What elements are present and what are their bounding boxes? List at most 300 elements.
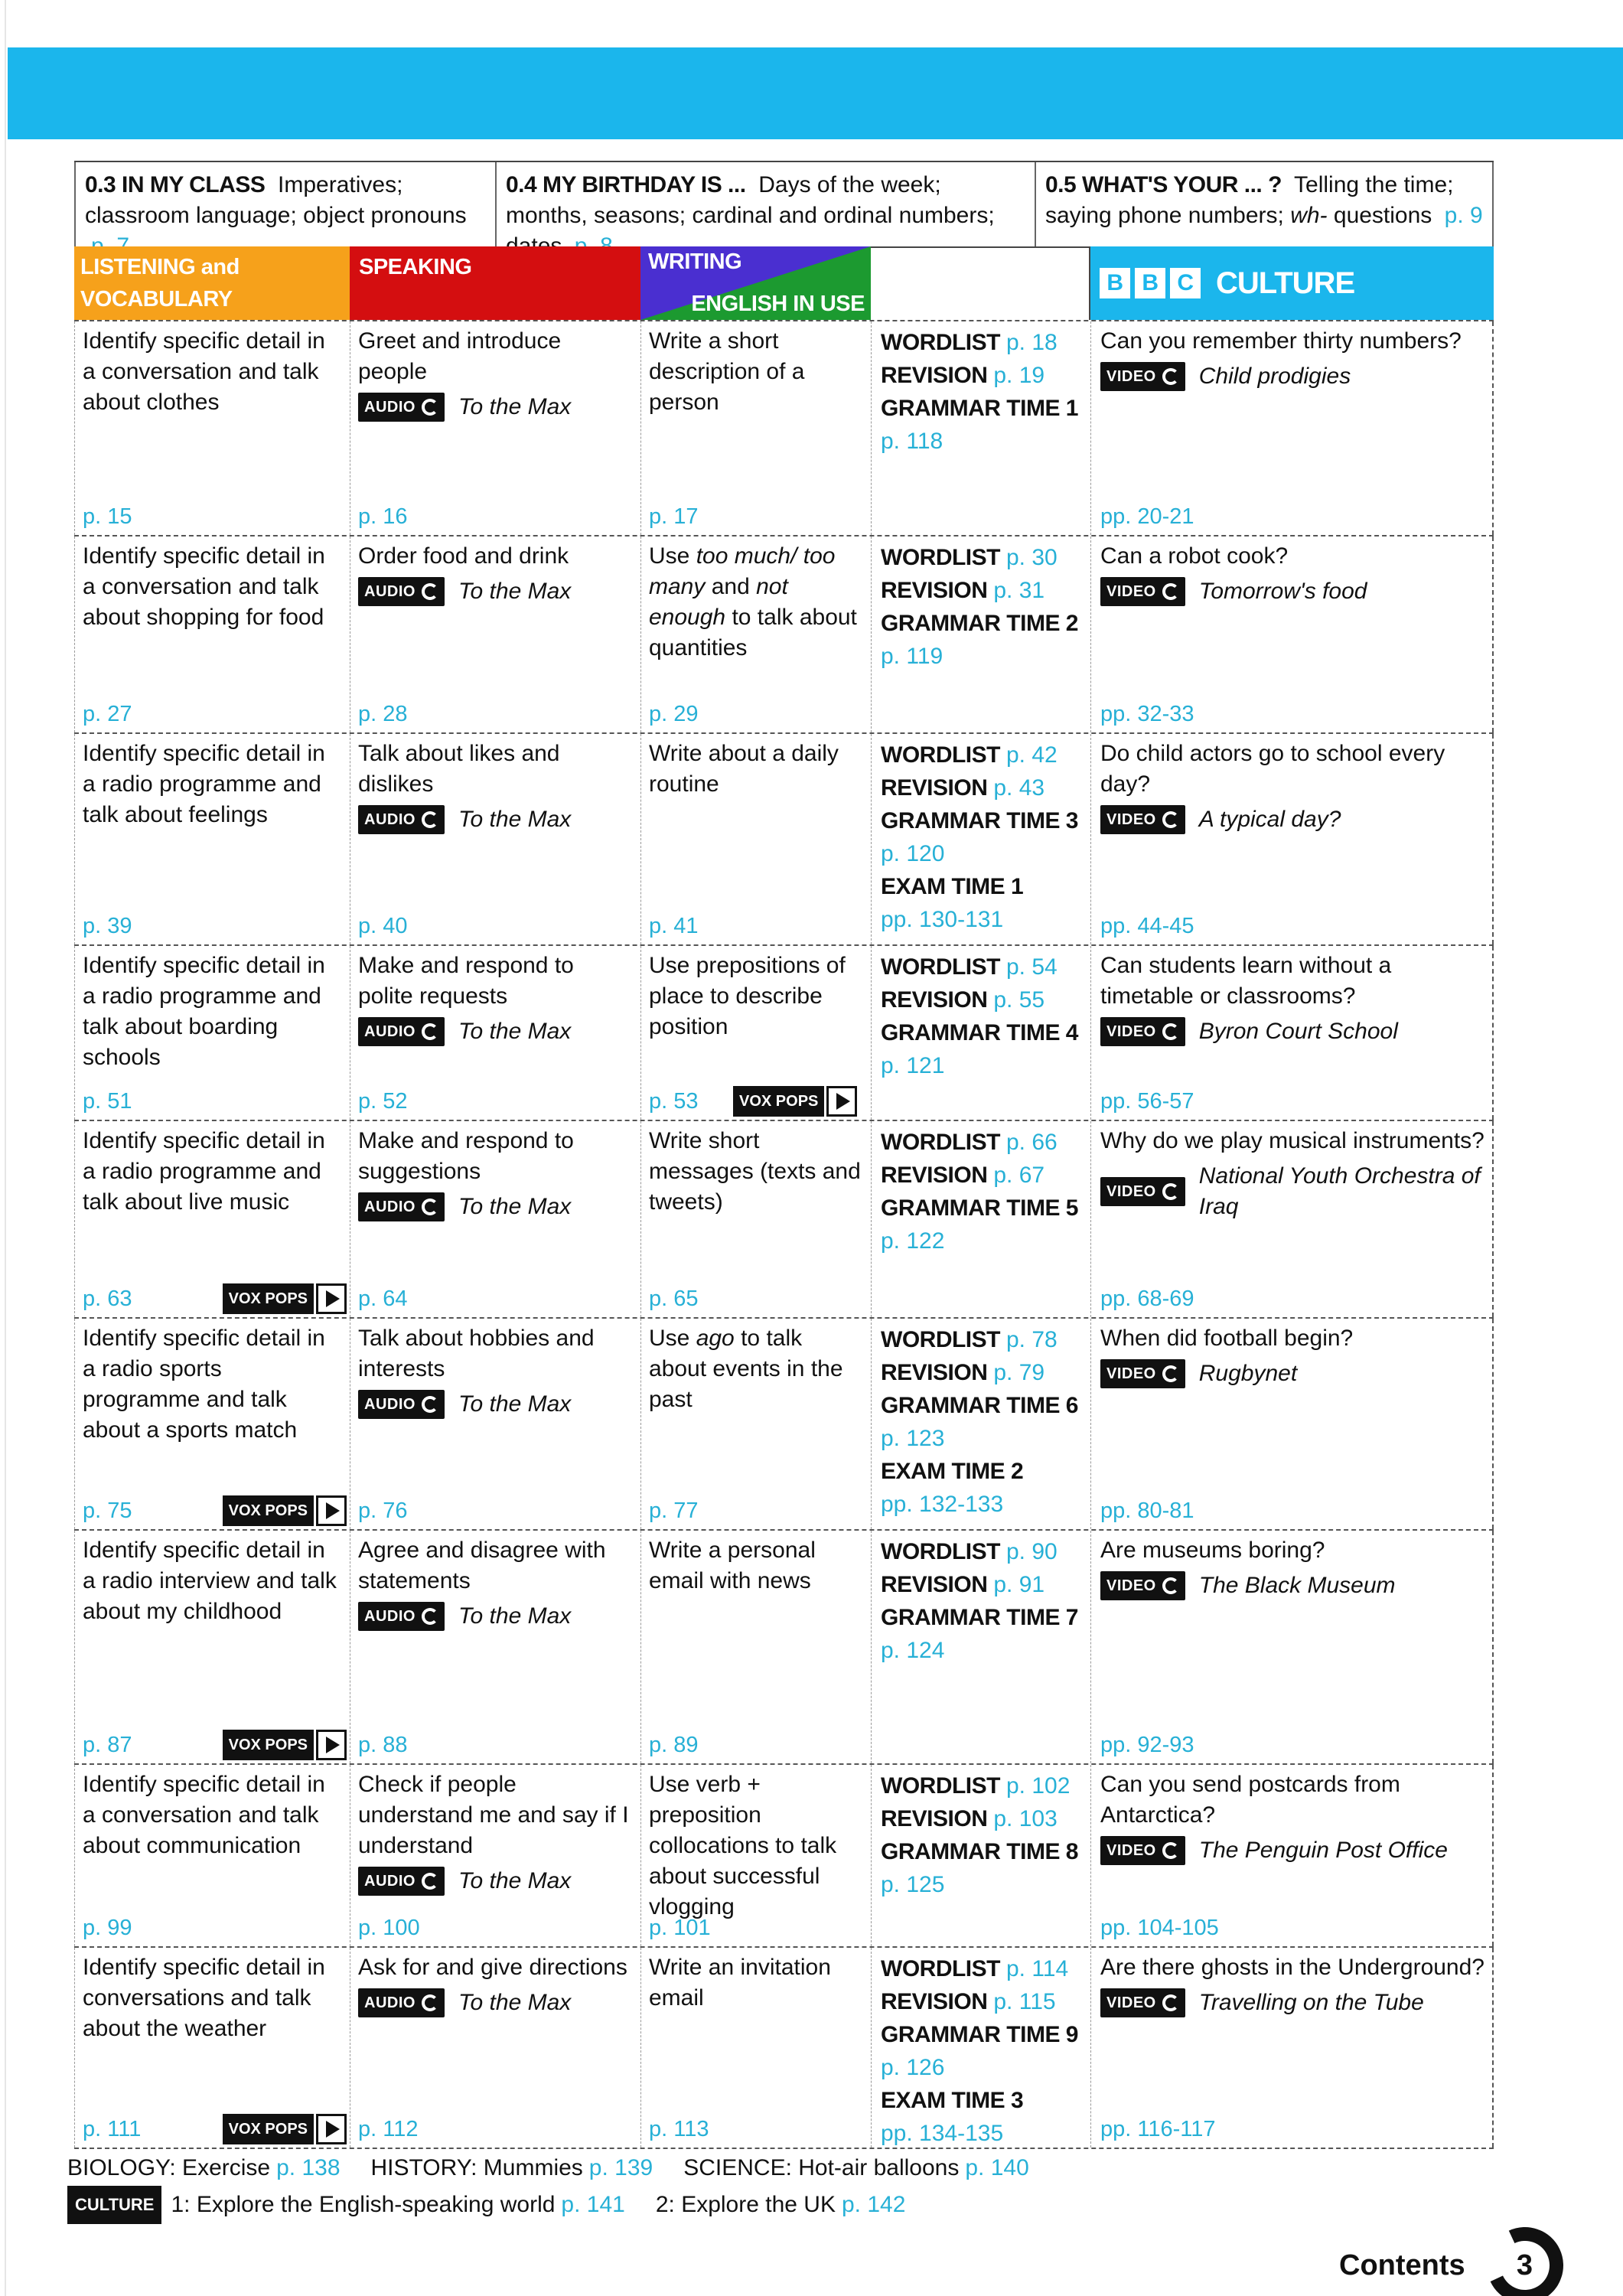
lesson-objective: Identify specific detail in a radio programme and talk about boarding schools — [83, 953, 325, 1070]
audio-resource[interactable] — [358, 576, 633, 607]
page-ref[interactable]: p. 29 — [649, 702, 699, 726]
audio-resource[interactable] — [358, 1016, 633, 1047]
page-ref[interactable]: pp. 116-117 — [1100, 2117, 1216, 2141]
writing-english-cell — [640, 1121, 871, 1317]
grammar-time-link[interactable] — [881, 804, 1083, 837]
page-ref[interactable]: p. 100 — [358, 1916, 420, 1940]
video-title: Child prodigies — [1198, 364, 1351, 389]
unit-row — [74, 535, 1494, 732]
page-ref[interactable]: p. 114 — [1005, 1956, 1069, 1981]
video-resource[interactable] — [1100, 361, 1484, 392]
unit-row — [74, 1317, 1494, 1529]
speaking-cell — [350, 1948, 640, 2148]
page-ref[interactable]: p. 139 — [588, 2155, 653, 2180]
grammar-time-link-label: GRAMMAR TIME 5 — [881, 1195, 1078, 1221]
page-ref[interactable]: p. 78 — [1005, 1327, 1058, 1352]
grammar-time-link[interactable] — [881, 2018, 1083, 2051]
lesson-objective: Identify specific detail in a radio interview and talk about my childhood — [83, 1538, 337, 1624]
grammar-time-link[interactable] — [881, 1601, 1083, 1634]
revision-link[interactable] — [881, 1985, 1083, 2018]
exam-time-link-label: EXAM TIME 1 — [881, 874, 1024, 899]
lesson-objective: Talk about hobbies and interests — [358, 1326, 595, 1381]
unit-row — [74, 320, 1494, 535]
audio-resource[interactable] — [358, 1601, 633, 1632]
intro-unit-0-4 — [495, 162, 1035, 246]
page-ref[interactable]: pp. 134-135 — [881, 2121, 1004, 2146]
column-headers — [74, 246, 1494, 320]
wordlist-link[interactable] — [881, 1769, 1083, 1802]
bbc-culture-cell — [1090, 1531, 1494, 1763]
bbc-culture-cell — [1090, 946, 1494, 1120]
grammar-time-page[interactable] — [881, 837, 1083, 870]
vox-pops-button[interactable] — [223, 1283, 347, 1314]
objective-text: to talk about events in the past — [649, 1326, 843, 1412]
page-number-ring-icon — [1476, 2216, 1574, 2296]
revision-link-label: REVISION — [881, 987, 988, 1013]
listening-vocabulary-cell — [74, 1765, 350, 1946]
vox-pops-button[interactable] — [223, 1495, 347, 1526]
page-ref[interactable]: p. 30 — [1005, 545, 1058, 570]
page-ref[interactable]: pp. 68-69 — [1100, 1287, 1194, 1311]
page-ref[interactable]: p. 142 — [841, 2192, 906, 2217]
grammar-time-page[interactable] — [881, 1868, 1083, 1901]
lesson-objective: Identify specific detail in conversations and talk about the weather — [83, 1955, 325, 2041]
page-ref[interactable]: pp. 104-105 — [1100, 1916, 1219, 1940]
culture-section-1[interactable] — [171, 2187, 624, 2223]
review-cell — [871, 536, 1090, 732]
objective-text: Write an invitation email — [649, 1955, 831, 2011]
page-ref[interactable]: p. 63 — [83, 1287, 132, 1311]
grammar-time-page[interactable] — [881, 640, 1083, 673]
page-ref[interactable]: p. 88 — [358, 1733, 408, 1757]
page-ref[interactable]: p. 118 — [881, 429, 943, 454]
listening-vocabulary-cell — [74, 536, 350, 732]
review-cell — [871, 1948, 1090, 2148]
video-resource[interactable] — [1100, 1358, 1484, 1389]
exam-time-link[interactable] — [881, 870, 1083, 903]
grammar-time-page[interactable] — [881, 1049, 1083, 1082]
objective-text: not enough — [649, 574, 788, 630]
page-ref[interactable]: p. 66 — [1005, 1130, 1058, 1155]
objective-text: Use verb + preposition collocations to talk about successful vlogging — [649, 1772, 837, 1919]
culture-question: Why do we play musical instruments? — [1100, 1128, 1484, 1153]
wordlist-link-label: WORDLIST — [881, 330, 1000, 355]
audio-badge: AUDIO — [358, 577, 445, 606]
page-ref[interactable]: p. 9 — [1444, 203, 1483, 228]
review-cell — [871, 321, 1090, 535]
resource-icon — [422, 1023, 438, 1040]
header-english-in-use-label: ENGLISH IN USE — [691, 292, 865, 316]
wordlist-link-label: WORDLIST — [881, 954, 1000, 980]
vox-pops-label: VOX POPS — [223, 1495, 314, 1526]
page-ref[interactable]: p. 28 — [358, 702, 408, 726]
audio-badge: AUDIO — [358, 393, 445, 422]
header-vocabulary-label: VOCABULARY — [80, 287, 233, 311]
resource-icon — [422, 1199, 438, 1215]
objective-text: to talk about quantities — [649, 605, 857, 660]
video-resource[interactable] — [1100, 1570, 1484, 1601]
page-ref[interactable]: p. 19 — [993, 363, 1045, 388]
video-title: Rugbynet — [1198, 1361, 1298, 1386]
vox-pops-button[interactable] — [223, 2114, 347, 2144]
unit-row — [74, 1120, 1494, 1317]
page-ref[interactable]: p. 113 — [649, 2117, 709, 2141]
review-cell — [871, 1765, 1090, 1946]
audio-badge: AUDIO — [358, 1017, 445, 1046]
page-edge — [5, 0, 6, 2296]
grammar-time-page[interactable] — [881, 1634, 1083, 1667]
page-ref[interactable]: p. 16 — [358, 504, 408, 529]
exam-time-link-label: EXAM TIME 2 — [881, 1459, 1024, 1484]
page-ref[interactable]: p. 126 — [881, 2055, 945, 2080]
header-speaking-label: SPEAKING — [359, 255, 472, 279]
page-ref[interactable]: p. 67 — [993, 1163, 1045, 1188]
unit-title: 0.4 MY BIRTHDAY IS ... — [506, 172, 746, 197]
page-ref[interactable]: p. 122 — [881, 1228, 945, 1254]
header-writing-english-in-use — [640, 246, 871, 320]
revision-link[interactable] — [881, 359, 1083, 392]
speaking-cell — [350, 734, 640, 944]
listening-vocabulary-cell — [74, 1319, 350, 1529]
video-badge: VIDEO — [1100, 1017, 1185, 1046]
grammar-time-link[interactable] — [881, 607, 1083, 640]
lesson-objective — [649, 1952, 863, 2014]
page-ref[interactable]: p. 53 — [649, 1089, 699, 1114]
video-title: A typical day? — [1198, 807, 1341, 832]
bbc-culture-cell — [1090, 1765, 1494, 1946]
audio-badge: AUDIO — [358, 805, 445, 834]
revision-link[interactable] — [881, 1356, 1083, 1389]
lesson-objective — [649, 1126, 863, 1218]
grammar-time-link-label: GRAMMAR TIME 4 — [881, 1020, 1078, 1045]
wordlist-link-label: WORDLIST — [881, 742, 1000, 768]
culture-badge: CULTURE — [67, 2186, 161, 2224]
audio-resource[interactable] — [358, 1389, 633, 1420]
review-cell — [871, 1121, 1090, 1317]
page-ref[interactable]: p. 87 — [83, 1733, 132, 1757]
exam-time-link[interactable] — [881, 1455, 1083, 1488]
play-triangle-icon — [326, 1290, 340, 1307]
vox-pops-button[interactable] — [733, 1086, 857, 1117]
listening-vocabulary-cell — [74, 1948, 350, 2148]
page-ref[interactable]: p. 124 — [881, 1638, 945, 1663]
exam-time-page[interactable] — [881, 2117, 1083, 2150]
bbc-culture-cell — [1090, 321, 1494, 535]
unit-topic: Imperatives; classroom language; object pronouns — [85, 172, 467, 228]
page-ref[interactable]: p. 54 — [1005, 954, 1058, 980]
audio-badge: AUDIO — [358, 1988, 445, 2017]
unit-row — [74, 1529, 1494, 1763]
culture-question: Do child actors go to school every day? — [1100, 741, 1445, 797]
grammar-time-page[interactable] — [881, 2051, 1083, 2084]
play-icon — [316, 1283, 347, 1314]
lesson-objective: Identify specific detail in a conversation and talk about shopping for food — [83, 543, 325, 630]
culture-question: Can students learn without a timetable or classrooms? — [1100, 953, 1392, 1009]
exam-time-link-label: EXAM TIME 3 — [881, 2088, 1024, 2113]
bbc-culture-cell — [1090, 1319, 1494, 1529]
page-ref[interactable]: p. 138 — [276, 2155, 341, 2180]
page-ref[interactable]: p. 112 — [358, 2117, 419, 2141]
video-title: The Black Museum — [1198, 1573, 1396, 1598]
video-resource[interactable] — [1100, 1988, 1484, 2018]
wordlist-link-label: WORDLIST — [881, 1539, 1000, 1564]
video-badge: VIDEO — [1100, 362, 1185, 391]
page-ref[interactable]: p. 103 — [993, 1806, 1058, 1831]
page-ref[interactable]: p. 39 — [83, 914, 132, 938]
video-resource[interactable] — [1100, 1016, 1484, 1047]
page-ref[interactable]: p. 51 — [83, 1089, 132, 1114]
culture-question: When did football begin? — [1100, 1326, 1354, 1351]
vox-pops-label: VOX POPS — [223, 1283, 314, 1314]
lesson-objective: Talk about likes and dislikes — [358, 741, 560, 797]
audio-resource[interactable] — [358, 392, 633, 422]
audio-resource[interactable] — [358, 1192, 633, 1222]
audio-resource[interactable] — [358, 1866, 633, 1896]
speaking-cell — [350, 1319, 640, 1529]
revision-link[interactable] — [881, 983, 1083, 1016]
play-icon — [826, 1086, 857, 1117]
page-ref[interactable]: p. 90 — [1005, 1539, 1058, 1564]
exam-time-link[interactable] — [881, 2084, 1083, 2117]
revision-link-label: REVISION — [881, 363, 988, 388]
header-writing-label: WRITING — [648, 249, 742, 274]
grammar-time-link[interactable] — [881, 1389, 1083, 1422]
grammar-time-link[interactable] — [881, 1835, 1083, 1868]
page-ref[interactable]: pp. 20-21 — [1100, 504, 1194, 529]
header-listening-vocabulary — [74, 246, 350, 320]
video-badge: VIDEO — [1100, 1359, 1185, 1388]
page-ref[interactable]: p. 64 — [358, 1287, 408, 1311]
audio-title: To the Max — [458, 394, 572, 419]
unit-title: 0.3 IN MY CLASS — [85, 172, 266, 197]
wordlist-link-label: WORDLIST — [881, 545, 1000, 570]
revision-link-label: REVISION — [881, 775, 988, 801]
lesson-objective: Identify specific detail in a conversation and talk about communication — [83, 1772, 325, 1858]
lesson-objective — [649, 1535, 863, 1596]
revision-link[interactable] — [881, 1159, 1083, 1192]
revision-link[interactable] — [881, 771, 1083, 804]
revision-link[interactable] — [881, 1568, 1083, 1601]
unit-topic: Days of the week; months, seasons; cardinal and ordinal numbers; — [506, 172, 995, 228]
audio-badge: AUDIO — [358, 1867, 445, 1896]
page-ref[interactable]: p. 121 — [881, 1053, 945, 1078]
resource-icon — [1162, 1023, 1179, 1040]
section-label: 1: Explore the English-speaking world — [171, 2192, 556, 2217]
video-resource[interactable] — [1100, 804, 1484, 835]
page-ref[interactable]: p. 102 — [1005, 1773, 1071, 1799]
page-ref[interactable]: p. 27 — [83, 702, 132, 726]
grammar-time-page[interactable] — [881, 1225, 1083, 1257]
lesson-objective — [649, 326, 863, 418]
resource-icon — [1162, 1577, 1179, 1594]
play-icon — [316, 1495, 347, 1526]
play-triangle-icon — [836, 1093, 850, 1110]
play-triangle-icon — [326, 2121, 340, 2138]
page-ref[interactable]: p. 89 — [649, 1733, 699, 1757]
page-ref[interactable]: p. 79 — [993, 1360, 1045, 1385]
grammar-time-link-label: GRAMMAR TIME 2 — [881, 611, 1078, 636]
wordlist-link-label: WORDLIST — [881, 1773, 1000, 1799]
audio-title: To the Max — [458, 1194, 572, 1219]
page-ref[interactable]: pp. 132-133 — [881, 1492, 1004, 1517]
exam-time-page[interactable] — [881, 903, 1083, 936]
video-resource[interactable] — [1100, 576, 1484, 607]
unit-row — [74, 1946, 1494, 2148]
page-ref[interactable]: p. 115 — [993, 1989, 1056, 2014]
wordlist-link-label: WORDLIST — [881, 1327, 1000, 1352]
wordlist-link[interactable] — [881, 1535, 1083, 1568]
page-ref[interactable]: p. 77 — [649, 1499, 699, 1523]
wordlist-link[interactable] — [881, 951, 1083, 983]
page-ref[interactable]: p. 91 — [993, 1572, 1045, 1597]
video-badge: VIDEO — [1100, 1988, 1185, 2017]
page-ref[interactable]: p. 99 — [83, 1916, 132, 1940]
page-ref[interactable]: p. 75 — [83, 1499, 132, 1523]
vox-pops-label: VOX POPS — [223, 1730, 314, 1760]
wordlist-link[interactable] — [881, 541, 1083, 574]
cross-curricular-biology[interactable] — [67, 2151, 341, 2186]
lesson-objective — [649, 1769, 863, 1923]
wordlist-link-label: WORDLIST — [881, 1130, 1000, 1155]
lesson-objective: Identify specific detail in a radio programme and talk about feelings — [83, 741, 325, 827]
page-ref[interactable]: p. 52 — [358, 1089, 408, 1114]
exam-time-page[interactable] — [881, 1488, 1083, 1521]
audio-title: To the Max — [458, 807, 572, 832]
grammar-time-link[interactable] — [881, 1192, 1083, 1225]
audio-title: To the Max — [458, 1603, 572, 1629]
listening-vocabulary-cell — [74, 946, 350, 1120]
play-triangle-icon — [326, 1502, 340, 1519]
page-ref[interactable]: p. 119 — [881, 644, 943, 669]
page-ref[interactable]: pp. 80-81 — [1100, 1499, 1194, 1523]
resource-icon — [422, 1873, 438, 1890]
review-cell — [871, 1319, 1090, 1529]
intro-unit-0-5 — [1035, 162, 1494, 246]
page-ref[interactable]: pp. 44-45 — [1100, 914, 1194, 938]
page-ref[interactable]: p. 17 — [649, 504, 699, 529]
table-bottom-border — [74, 2148, 1494, 2149]
resource-icon — [1162, 1994, 1179, 2011]
page-ref[interactable]: p. 125 — [881, 1872, 945, 1897]
lesson-objective: Ask for and give directions — [358, 1955, 627, 1980]
revision-link[interactable] — [881, 574, 1083, 607]
intro-unit-0-3 — [74, 162, 495, 246]
bbc-culture-cell — [1090, 1948, 1494, 2148]
audio-title: To the Max — [458, 1391, 572, 1417]
header-speaking — [350, 246, 640, 320]
grammar-time-page[interactable] — [881, 1422, 1083, 1455]
revision-link-label: REVISION — [881, 578, 988, 603]
writing-english-cell — [640, 321, 871, 535]
page-ref[interactable]: p. 141 — [561, 2192, 625, 2217]
culture-section-2[interactable] — [656, 2187, 906, 2223]
audio-resource[interactable] — [358, 1988, 633, 2018]
review-cell — [871, 946, 1090, 1120]
revision-link-label: REVISION — [881, 1572, 988, 1597]
speaking-cell — [350, 1531, 640, 1763]
listening-vocabulary-cell — [74, 1531, 350, 1763]
section-label: HISTORY: Mummies — [370, 2155, 583, 2180]
cross-curricular-line — [67, 2151, 1060, 2186]
contents-label: Contents — [1339, 2249, 1465, 2281]
header-review-blank — [871, 246, 1090, 320]
writing-english-cell — [640, 1319, 871, 1529]
audio-badge: AUDIO — [358, 1192, 445, 1221]
lesson-objective: Check if people understand me and say if I understand — [358, 1772, 629, 1858]
page-ref[interactable]: p. 40 — [358, 914, 408, 938]
wordlist-link-label: WORDLIST — [881, 1956, 1000, 1981]
video-title: Byron Court School — [1198, 1019, 1398, 1044]
grammar-time-page[interactable] — [881, 425, 1083, 458]
resource-icon — [422, 1608, 438, 1625]
video-resource[interactable] — [1100, 1161, 1484, 1222]
grammar-time-link[interactable] — [881, 1016, 1083, 1049]
vox-pops-button[interactable] — [223, 1730, 347, 1760]
lesson-objective: Make and respond to suggestions — [358, 1128, 574, 1184]
grammar-time-link-label: GRAMMAR TIME 7 — [881, 1605, 1078, 1630]
page-ref[interactable]: pp. 92-93 — [1100, 1733, 1194, 1757]
page-ref[interactable]: p. 76 — [358, 1499, 408, 1523]
resource-icon — [1162, 1365, 1179, 1382]
page-ref[interactable]: p. 140 — [965, 2155, 1029, 2180]
video-resource[interactable] — [1100, 1835, 1484, 1866]
page-ref[interactable]: p. 123 — [881, 1426, 945, 1451]
audio-badge: AUDIO — [358, 1602, 445, 1631]
video-title: Travelling on the Tube — [1198, 1990, 1424, 2015]
page-ref[interactable]: p. 42 — [1005, 742, 1058, 768]
objective-text: ago — [696, 1326, 735, 1351]
wordlist-link[interactable] — [881, 1126, 1083, 1159]
grammar-time-link-label: GRAMMAR TIME 3 — [881, 808, 1078, 833]
wordlist-link[interactable] — [881, 1323, 1083, 1356]
cross-curricular-science[interactable] — [683, 2151, 1029, 2186]
page-ref[interactable]: p. 43 — [993, 775, 1045, 801]
page-ref[interactable]: pp. 130-131 — [881, 907, 1004, 932]
wordlist-link[interactable] — [881, 326, 1083, 359]
page-ref[interactable]: pp. 56-57 — [1100, 1089, 1194, 1114]
extra-sections — [67, 2151, 1060, 2224]
page-ref[interactable]: p. 65 — [649, 1287, 699, 1311]
listening-vocabulary-cell — [74, 321, 350, 535]
objective-text: Write about a daily routine — [649, 741, 839, 797]
objective-text: Use — [649, 1326, 696, 1351]
resource-icon — [1162, 1842, 1179, 1859]
wordlist-link[interactable] — [881, 1952, 1083, 1985]
page-ref[interactable]: p. 101 — [649, 1916, 711, 1940]
wordlist-link[interactable] — [881, 739, 1083, 771]
revision-link[interactable] — [881, 1802, 1083, 1835]
grammar-time-link[interactable] — [881, 392, 1083, 425]
unit-topic-end: questions — [1327, 203, 1432, 228]
revision-link-label: REVISION — [881, 1163, 988, 1188]
page-ref[interactable]: p. 31 — [993, 578, 1045, 603]
video-title: National Youth Orchestra of Iraq — [1198, 1163, 1481, 1219]
unit-row — [74, 732, 1494, 944]
page-ref[interactable]: p. 15 — [83, 504, 132, 529]
page-ref[interactable]: p. 120 — [881, 841, 945, 866]
page-ref[interactable]: pp. 32-33 — [1100, 702, 1194, 726]
page-ref[interactable]: p. 55 — [993, 987, 1045, 1013]
page-ref[interactable]: p. 111 — [83, 2117, 142, 2141]
page-footer — [1339, 2227, 1563, 2296]
page-ref[interactable]: p. 18 — [1005, 330, 1058, 355]
culture-question: Can you send postcards from Antarctica? — [1100, 1772, 1400, 1828]
audio-resource[interactable] — [358, 804, 633, 835]
play-icon — [316, 1730, 347, 1760]
lesson-objective: Order food and drink — [358, 543, 569, 569]
cross-curricular-history[interactable] — [371, 2151, 653, 2186]
page-ref[interactable]: p. 41 — [649, 914, 699, 938]
